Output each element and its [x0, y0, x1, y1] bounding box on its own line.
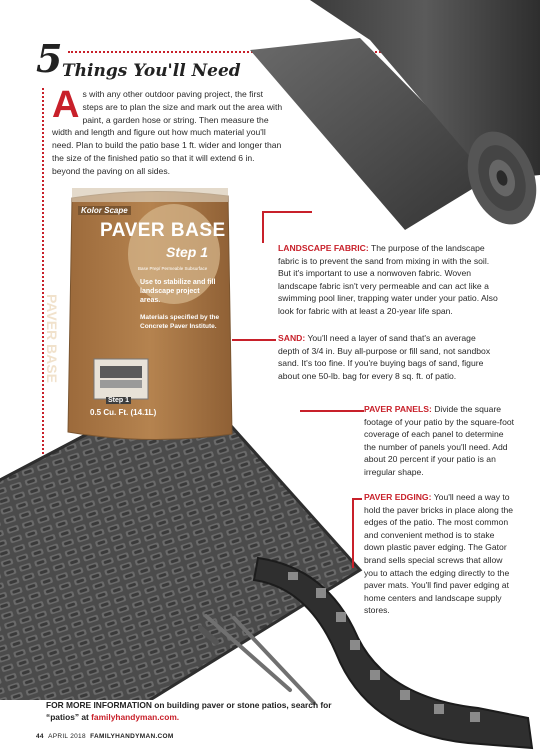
bag-subtitle: Base Prep/ Permeable Subsurface: [138, 266, 208, 271]
callout-sand: [278, 332, 494, 382]
callout-head: PAVER PANELS:: [364, 404, 432, 414]
callout-body: You'll need a layer of sand that's an average depth of 3/4 in. Buy all-purpose or fill sand, not sandbox sand. It's too fine. If you're buying bags of sand, figure about one 50-lb. bag for every 8 sq. ft. of patio.: [278, 333, 491, 381]
callout-landscape-fabric: [278, 242, 498, 318]
panels-leader-line: [300, 410, 364, 412]
bag-product-label: PAVER BASE: [100, 220, 226, 241]
intro-text: s with any other outdoor paving project, the first steps are to plan the size and mark out the area with paint, a garden hose or string. Then measure the width and length and figure out how much material you'll need. Plan to build the patio base 1 ft. wider and longer than the size of the finished patio so that it will extend 6 in. beyond the paving on all sides.: [52, 89, 283, 176]
bag-box-step: Step 1: [108, 397, 130, 404]
edging-leader-drop: [352, 498, 354, 568]
sand-leader-line: [232, 339, 276, 341]
bag-spec-text: Materials specified by the Concrete Paver Institute.: [140, 314, 220, 330]
title-number: 5: [36, 36, 63, 81]
callout-paver-edging: [364, 491, 514, 617]
fabric-leader-drop: [262, 211, 264, 243]
callout-body: The purpose of the landscape fabric is to prevent the sand from mixing in with the soil. But it's important to use a nonwoven fabric. Woven landscape fabric isn't very permeable and can act like a swimming pool liner, trapping water under your patio. Also look for fabric with at least a 20-year life span.: [278, 243, 498, 316]
folio-date: APRIL 2018: [48, 733, 86, 740]
landscape-fabric-roll-image: [240, 0, 540, 260]
callout-body: You'll need a way to hold the paver bricks in place along the edges of the patio. The most common and convenient method is to stake down plastic paver edging. The Gator brand sells special screws that allow you to attach the edging directly to the paver mats. You'll find paver edging at home centers and landscape supply stores.: [364, 492, 514, 616]
callout-head: LANDSCAPE FABRIC:: [278, 243, 369, 253]
more-information-note: [46, 700, 346, 723]
paver-base-bag-image: [44, 184, 236, 446]
callout-paver-panels: [364, 403, 514, 479]
callout-head: SAND:: [278, 333, 306, 343]
more-info-lead: FOR MORE INFORMATION: [46, 700, 152, 710]
callout-body: Divide the square footage of your patio by the square-foot coverage of each panel to determine the number of panels you'll need. Add about 20 percent if your patio is an irregular shape.: [364, 404, 515, 477]
bag-step-label: Step 1: [166, 244, 209, 260]
familyhandyman-link[interactable]: familyhandyman.com.: [91, 711, 180, 722]
page-title: Things You'll Need: [62, 61, 241, 81]
fabric-leader-line: [262, 211, 312, 213]
bag-brand-label: Kolor Scape: [78, 206, 131, 215]
bag-volume: 0.5 Cu. Ft. (14.1L): [90, 408, 157, 417]
more-info-text: on building paver or stone patios, search for “patios” at: [46, 700, 332, 722]
bag-side-label: PAVER BASE: [44, 294, 60, 383]
bag-use-text: Use to stabilize and fill landscape project areas.: [140, 279, 216, 304]
callout-head: PAVER EDGING:: [364, 492, 432, 502]
page-folio: [36, 733, 174, 740]
folio-magazine: FAMILYHANDYMAN.COM: [90, 733, 174, 740]
folio-page-number: 44: [36, 733, 44, 740]
intro-dropcap: A: [52, 84, 80, 126]
